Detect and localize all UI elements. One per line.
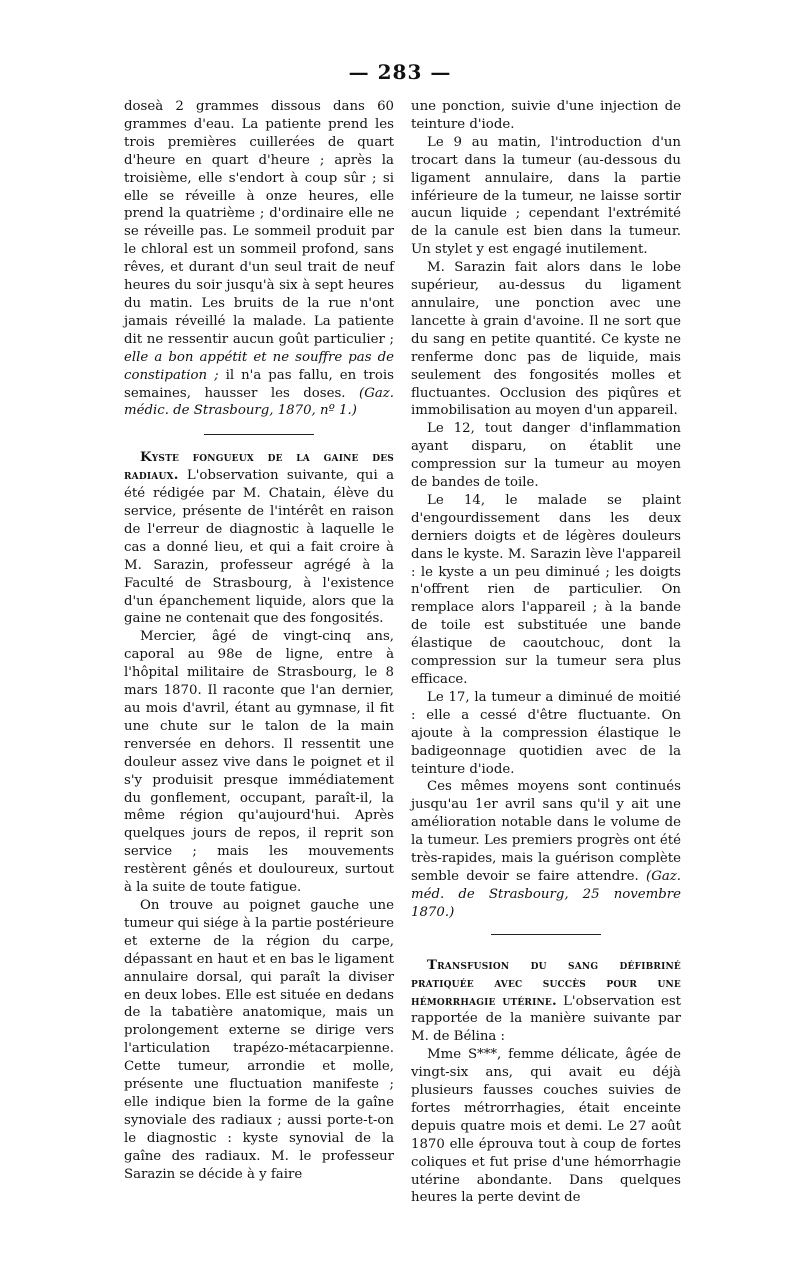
citation: (Gaz. médic. de Strasbourg, 1870, nº 1.) [124, 385, 394, 419]
paragraph-text: L'observation est rapportée de la manière suivante par M. de Bélina : [411, 993, 682, 1045]
citation: (Gaz. méd. de Strasbourg, 25 novembre 1870.) [411, 868, 681, 920]
paragraph: Le 14, le malade se plaint d'engourdissement dans les deux derniers doigts et de légères douleurs dans le kyste. M. Sarazin lève l'appareil : le kyste a un peu diminué ; les doigts n'offrent rien de particulier. On remplace alors l'appareil ; à la bande de toile est substituée une bande élastique de caoutchouc, dont la compression sur la tumeur sera plus efficace. [411, 492, 681, 687]
paragraph: M. Sarazin fait alors dans le lobe supérieur, au-dessus du ligament annulaire, une ponction avec une lancette à grain d'avoine. Il ne sort que du sang en petite quantité. Ce kyste ne renferme donc pas de liquide, mais seulement des fongosités molles et fluctuantes. Occlusion des piqûres et immobilisation au moyen d'un appareil. [411, 260, 681, 419]
paragraph: Le 12, tout danger d'inflammation ayant disparu, on établit une compression sur la tumeur au moyen de bandes de toile. [411, 421, 681, 491]
paragraph [411, 778, 681, 921]
paragraph: Mercier, âgé de vingt-cinq ans, caporal au 98e de ligne, entre à l'hôpital militaire de Strasbourg, le 8 mars 1870. Il raconte que l'an dernier, au mois d'avril, étant au gymnase, il fit une chute sur le talon de la main renversée en dehors. Il ressentit une douleur assez vive dans le poignet et il s'y produisit presque immédiatement du gonflement, occupant, paraît-il, la même région qu'aujourd'hui. Après quelques jours de repos, il reprit son service ; mais les mouvements restèrent gênés et douloureux, surtout à la suite de toute fatigue. [124, 629, 394, 896]
section-heading: Transfusion du sang défibriné pratiquée avec succès pour une hémorrhagie utérine. [411, 957, 681, 1009]
paragraph: Mme S***, femme délicate, âgée de vingt-six ans, qui avait eu déjà plusieurs fausses couches suivies de fortes métrorrhagies, était enceinte depuis quatre mois et demi. Le 27 août 1870 elle éprouva tout à coup de fortes coliques et fut prise d'une hémorrhagie utérine abondante. Dans quelques heures la perte devint de [411, 1047, 681, 1206]
paragraph [124, 449, 394, 628]
page-number: — 283 — [348, 60, 452, 84]
paragraph-text: doseà 2 grammes dissous dans 60 grammes d'eau. La patiente prend les trois premières cuillerées de quart d'heure en quart d'heure ; après la troisième, elle s'endort à coup sûr ; si elle se réveille à onze heures, elle prend la quatrième ; d'ordinaire elle ne se réveille pas. Le sommeil produit par le chloral est un sommeil profond, sans rêves, et durant d'un seul trait de neuf heures du soir jusqu'à six à sept heures du matin. Les bruits de la rue n'ont jamais réveillé la malade. La patiente dit ne ressentir aucun goût particulier ; [124, 99, 394, 347]
paragraph-text: L'observation suivante, qui a été rédigée par M. Chatain, élève du service, présente de l'intérêt en raison de l'erreur de diagnostic à laquelle le cas a donné lieu, et qui a fait croire à M. Sarazin, professeur agrégé à la Faculté de Strasbourg, à l'existence d'un épanchement liquide, alors que la gaine ne contenait que des fongosités. [124, 468, 394, 627]
section-divider [204, 434, 314, 435]
paragraph [411, 957, 681, 1047]
paragraph: Le 9 au matin, l'introduction d'un trocart dans la tumeur (au-dessous du ligament annulaire, dans la partie inférieure de la tumeur, ne laisse sortir aucun liquide ; cependant l'extrémité de la canule est bien dans la tumeur. Un stylet y est engagé inutilement. [411, 134, 681, 258]
paragraph-text: il n'a pas fallu, en trois semaines, hausser les doses. [124, 367, 394, 401]
right-column [411, 98, 681, 1207]
paragraph: une ponction, suivie d'une injection de teinture d'iode. [411, 99, 681, 132]
italic-text: elle a bon appétit et ne souffre pas de constipation ; [124, 349, 394, 383]
left-column [124, 98, 394, 1183]
section-divider [491, 934, 601, 935]
paragraph: On trouve au poignet gauche une tumeur qui siége à la partie postérieure et externe de la région du carpe, dépassant en haut et en bas le ligament annulaire dorsal, qui paraît la diviser en deux lobes. Elle est située en dedans de la tabatière anatomique, mais un prolongement externe se dirige vers l'articulation trapézo-métacarpienne. Cette tumeur, arrondie et molle, présente une fluctuation manifeste ; elle indique bien la forme de la gaîne synoviale des radiaux ; aussi porte-t-on le diagnostic : kyste synovial de la gaîne des radiaux. M. le professeur Sarazin se décide à y faire [124, 897, 394, 1182]
paragraph: Le 17, la tumeur a diminué de moitié : elle a cessé d'être fluctuante. On ajoute à la compression élastique le badigeonnage quotidien avec de la teinture d'iode. [411, 689, 681, 777]
section-heading: Kyste fongueux de la gaine des radiaux. [124, 450, 394, 484]
paragraph-text: Ces mêmes moyens sont continués jusqu'au 1er avril sans qu'il y ait une amélioration notable dans le volume de la tumeur. Les premiers progrès ont été très-rapides, mais la guérison complète semble devoir se faire attendre. [411, 779, 681, 884]
paragraph [124, 98, 394, 420]
